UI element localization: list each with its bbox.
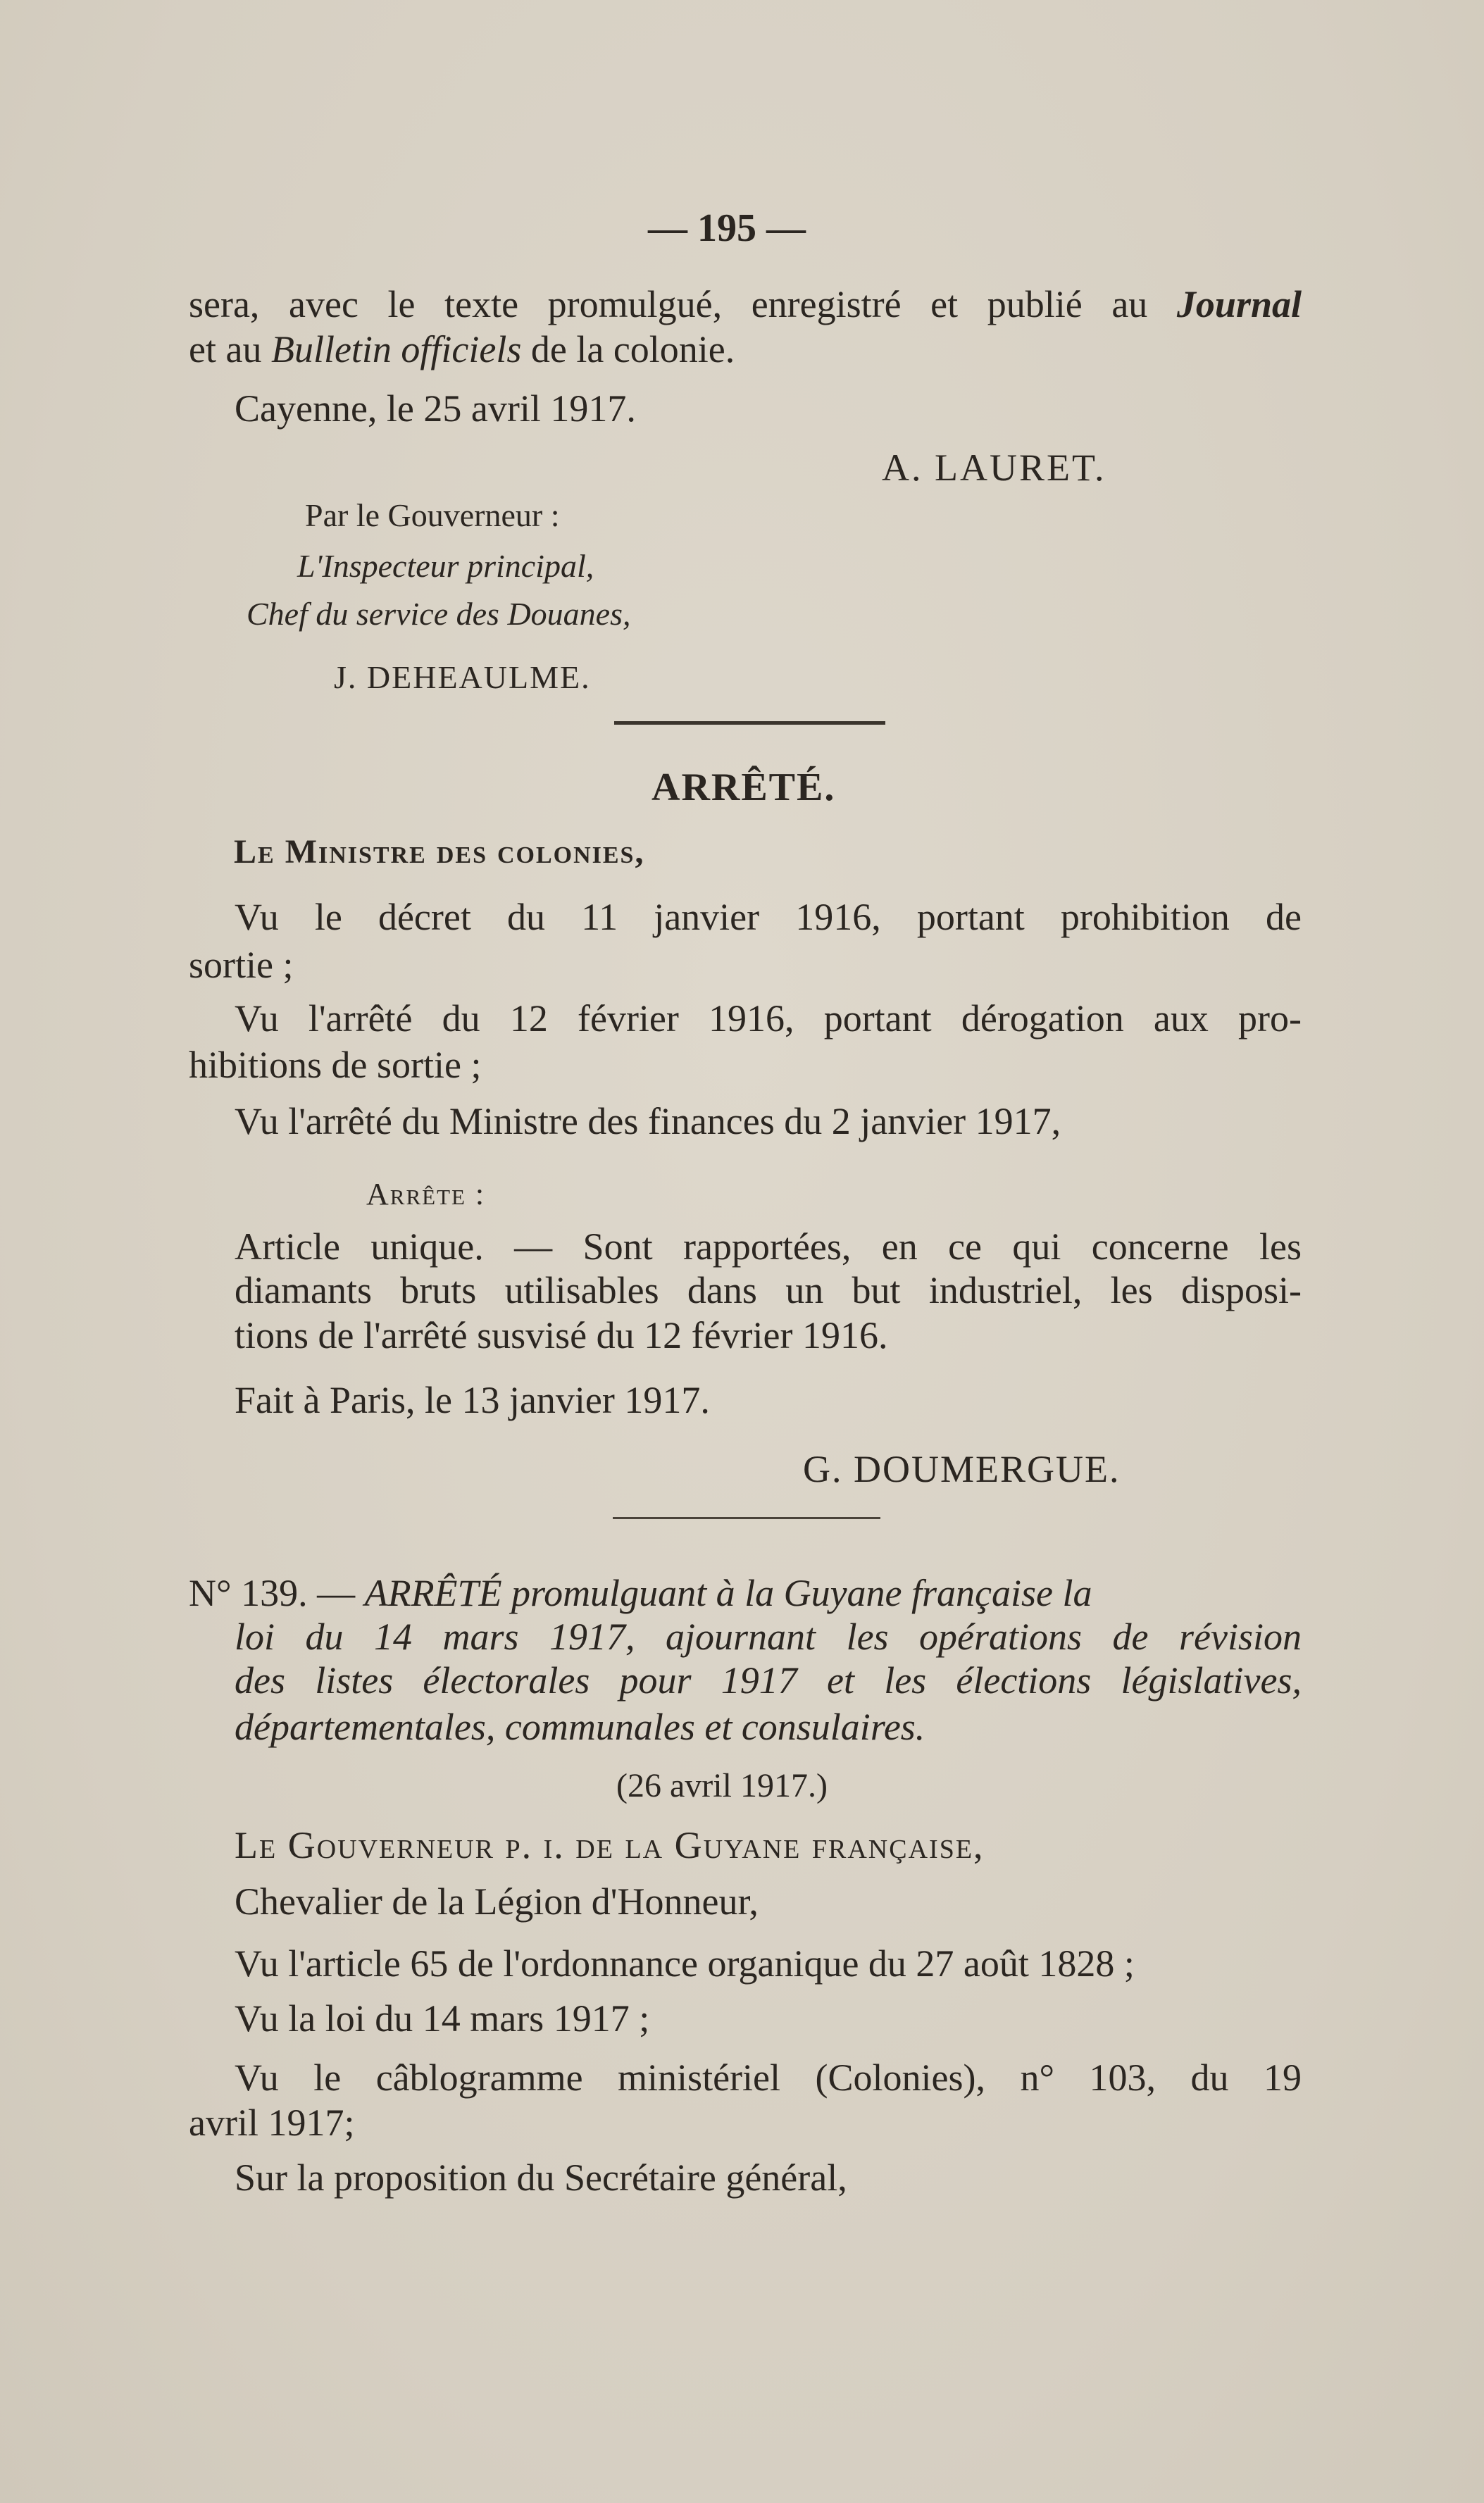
separator-rule: [613, 1517, 880, 1519]
par-le-gouverneur: Par le Gouverneur :: [305, 497, 560, 533]
text-line: Sur la proposition du Secrétaire général,: [235, 2156, 847, 2199]
separator-rule: [614, 721, 885, 725]
chef-line: Chef du service des Douanes,: [247, 596, 631, 632]
text-line: Article unique. — Sont rapportées, en ce qui concerne les: [235, 1225, 1302, 1268]
inspecteur-line: L'Inspecteur principal,: [297, 548, 594, 584]
place-date: Cayenne, le 25 avril 1917.: [235, 387, 636, 430]
text-span: et au: [189, 328, 262, 370]
text-line: Vu la loi du 14 mars 1917 ;: [235, 1997, 650, 2040]
text-line: sortie ;: [189, 944, 294, 986]
text-line: départementales, communales et consulaires.: [235, 1706, 925, 1748]
text-line: Vu le décret du 11 janvier 1916, portant prohibition de: [235, 896, 1302, 938]
arrete-date: (26 avril 1917.): [616, 1767, 828, 1804]
signature-deheaulme: J. DEHEAULME.: [334, 659, 591, 695]
text-line: loi du 14 mars 1917, ajournant les opérations de révision: [235, 1616, 1302, 1658]
arrete-label: Arrête :: [366, 1177, 486, 1211]
signature-doumergue: G. DOUMERGUE.: [803, 1448, 1121, 1490]
fait-line: Fait à Paris, le 13 janvier 1917.: [235, 1379, 710, 1421]
text-line: Vu l'arrêté du Ministre des finances du 2 janvier 1917,: [235, 1100, 1061, 1142]
text-line: [189, 282, 1302, 327]
bulletin-italic: Bulletin officiels: [270, 328, 522, 370]
text-line: Vu le câblogramme ministériel (Colonies), n° 103, du 19: [235, 2056, 1302, 2099]
text-line: [189, 327, 735, 372]
ministre-line: Le Ministre des colonies,: [234, 833, 645, 870]
text-span: sera, avec le texte promulgué, enregistré et publié au: [189, 283, 1148, 325]
text-line: hibitions de sortie ;: [189, 1044, 482, 1086]
text-line: diamants bruts utilisables dans un but industriel, les disposi-: [235, 1269, 1302, 1311]
arrete-title: ARRÊTÉ.: [651, 766, 836, 809]
text-line: tions de l'arrêté susvisé du 12 février 1916.: [235, 1314, 888, 1356]
arrete-title-italic: ARRÊTÉ promulguant à la Guyane française la: [364, 1572, 1092, 1614]
text-line: des listes électorales pour 1917 et les élections législatives,: [235, 1659, 1302, 1702]
gouverneur-line: [235, 1823, 985, 1868]
arrete-number: N° 139. —: [189, 1572, 356, 1614]
text-span: de la colonie.: [530, 328, 735, 370]
gouverneur-text: Le Gouverneur p. i. de la Guyane française,: [235, 1824, 985, 1866]
text-line: [189, 1571, 1302, 1616]
signature-lauret: A. LAURET.: [882, 447, 1106, 489]
chevalier-line: Chevalier de la Légion d'Honneur,: [235, 1880, 759, 1923]
text-line: avril 1917;: [189, 2102, 355, 2144]
text-line: Vu l'arrêté du 12 février 1916, portant dérogation aux pro-: [235, 997, 1302, 1040]
text-line: Vu l'article 65 de l'ordonnance organique du 27 août 1828 ;: [235, 1942, 1135, 1985]
journal-italic: Journal: [1176, 283, 1302, 325]
page-number: — 195 —: [648, 206, 806, 250]
